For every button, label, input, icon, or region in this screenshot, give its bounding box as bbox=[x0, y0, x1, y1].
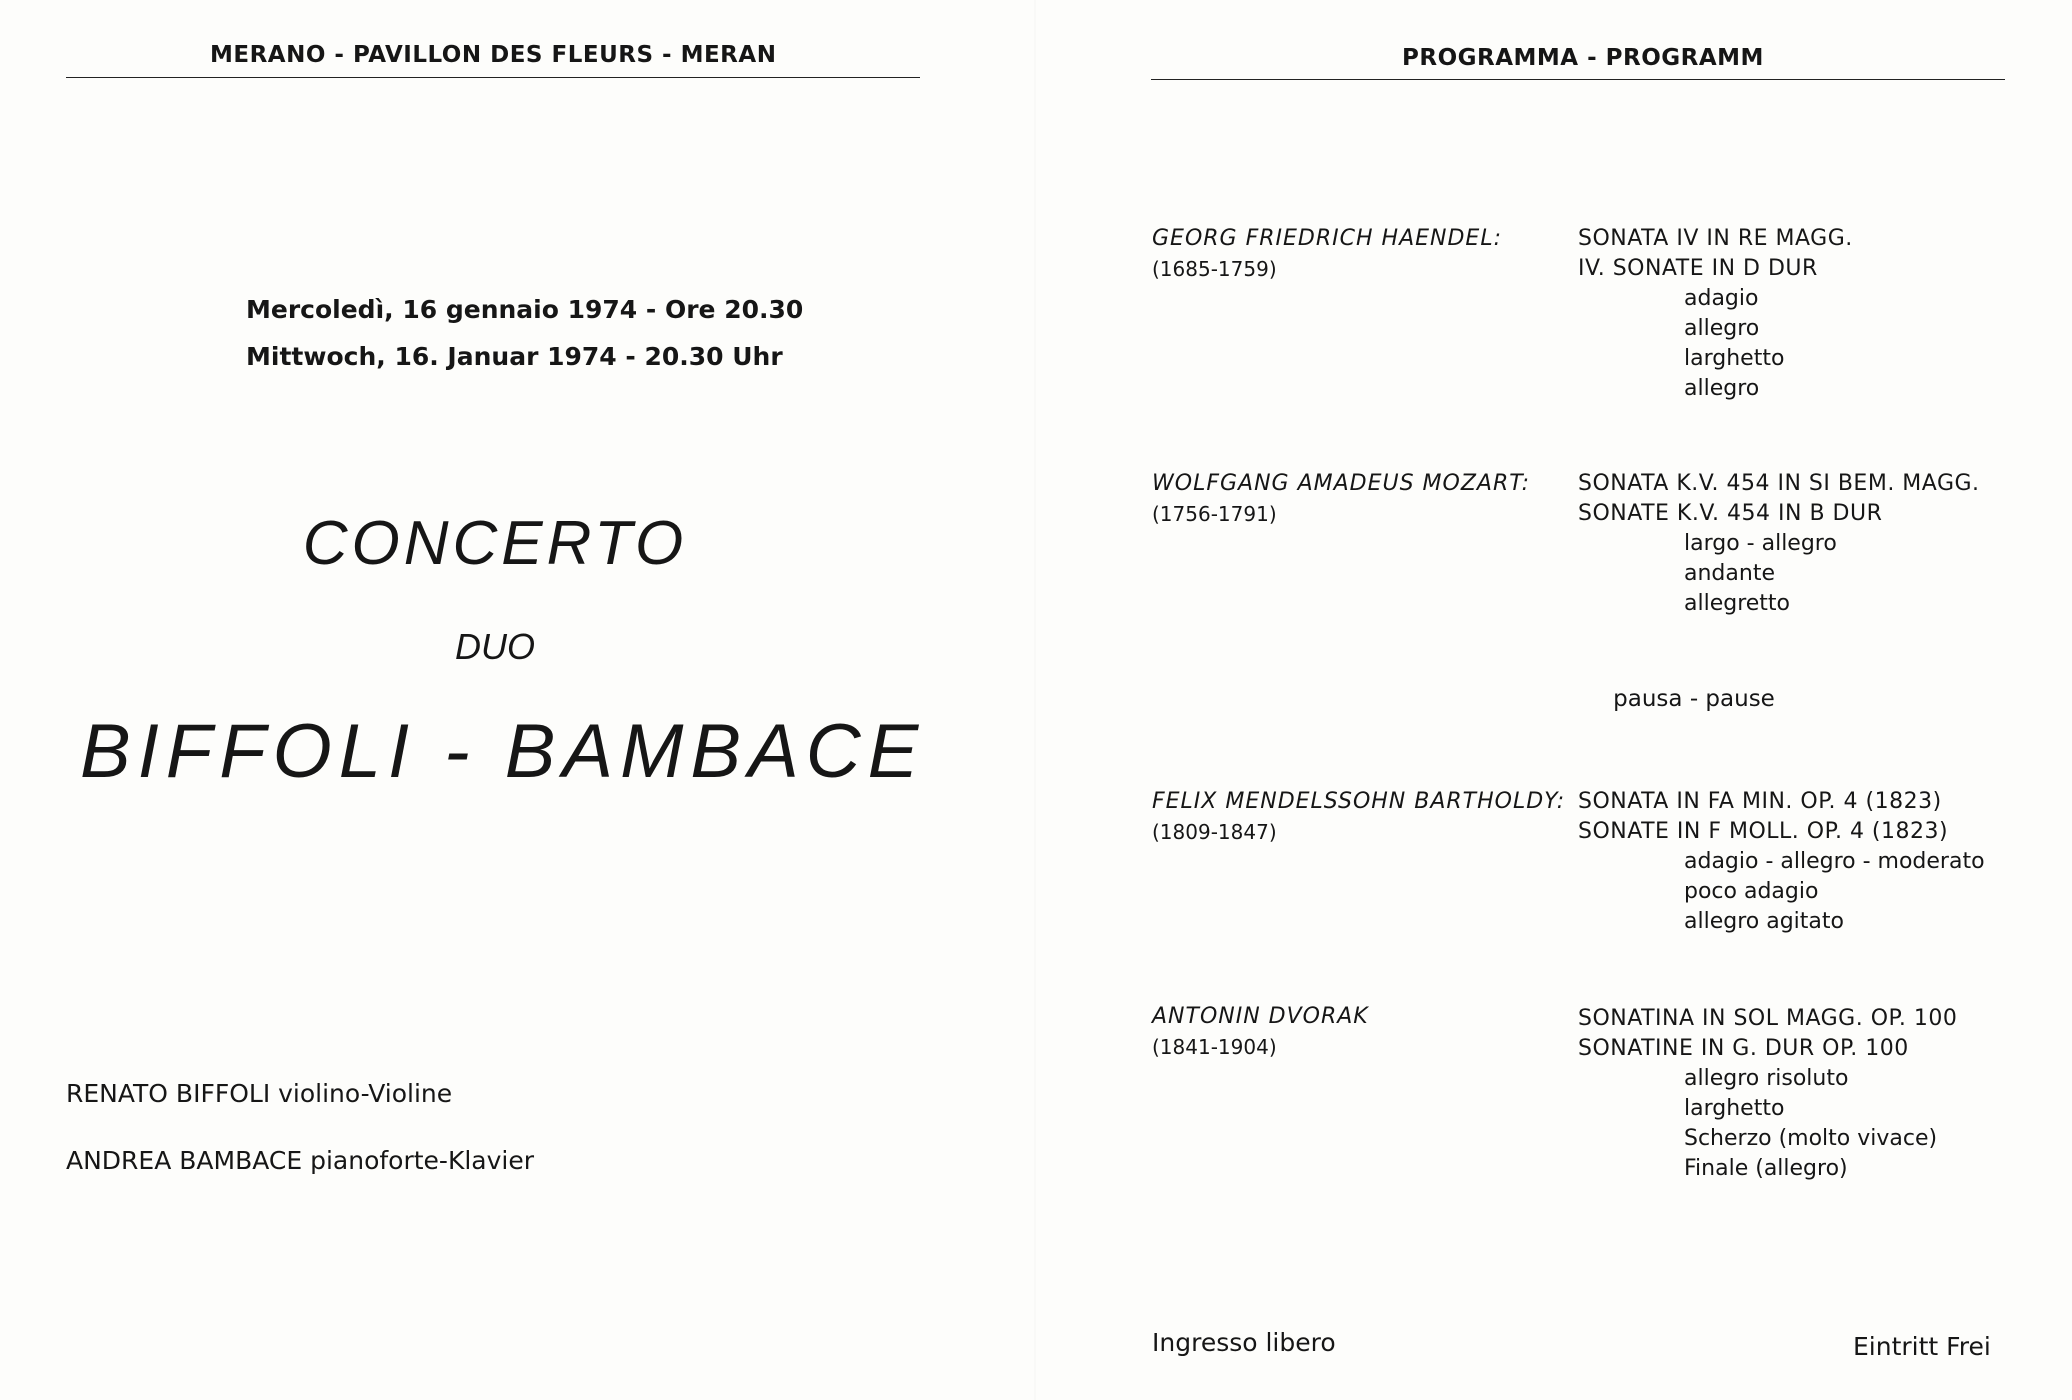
work-title-german: IV. SONATE IN D DUR bbox=[1578, 256, 1818, 281]
right-page bbox=[1036, 0, 2072, 1400]
footer-admission-italian: Ingresso libero bbox=[1152, 1328, 1336, 1357]
movement: adagio bbox=[1684, 286, 1759, 311]
work-title-german: SONATINE IN G. DUR OP. 100 bbox=[1578, 1036, 1909, 1061]
header-rule bbox=[66, 77, 920, 78]
movement: larghetto bbox=[1684, 1096, 1785, 1121]
program-header: PROGRAMMA - PROGRAMM bbox=[1402, 45, 1764, 71]
composer-dates: (1841-1904) bbox=[1152, 1035, 1277, 1059]
movement: Scherzo (molto vivace) bbox=[1684, 1126, 1938, 1151]
work-title-italian: SONATA IV IN RE MAGG. bbox=[1578, 226, 1853, 251]
work-title-italian: SONATINA IN SOL MAGG. OP. 100 bbox=[1578, 1006, 1958, 1031]
performer-violin: RENATO BIFFOLI violino-Violine bbox=[66, 1079, 453, 1108]
movement: poco adagio bbox=[1684, 879, 1819, 904]
composer-dates: (1685-1759) bbox=[1152, 257, 1277, 281]
composer-block bbox=[1152, 224, 1502, 284]
performer-piano: ANDREA BAMBACE pianoforte-Klavier bbox=[66, 1146, 535, 1175]
composer-name: FELIX MENDELSSOHN BARTHOLDY: bbox=[1152, 789, 1566, 814]
movement: allegro agitato bbox=[1684, 909, 1844, 934]
intermission: pausa - pause bbox=[1613, 686, 1775, 712]
composer-name: GEORG FRIEDRICH HAENDEL: bbox=[1152, 226, 1502, 251]
composer-name: WOLFGANG AMADEUS MOZART: bbox=[1152, 471, 1531, 496]
movement: allegretto bbox=[1684, 591, 1791, 616]
movement: Finale (allegro) bbox=[1684, 1156, 1848, 1181]
composer-dates: (1756-1791) bbox=[1152, 502, 1277, 526]
composer-name: ANTONIN DVORAK bbox=[1152, 1004, 1369, 1029]
duo-subtitle: DUO bbox=[455, 626, 535, 667]
work-title-italian: SONATA IN FA MIN. OP. 4 (1823) bbox=[1578, 789, 1942, 814]
work-block bbox=[1578, 787, 1985, 937]
composer-block bbox=[1152, 469, 1530, 529]
date-german: Mittwoch, 16. Januar 1974 - 20.30 Uhr bbox=[246, 342, 783, 371]
movement: allegro bbox=[1684, 376, 1760, 401]
movement: largo - allegro bbox=[1684, 531, 1837, 556]
venue-header: MERANO - PAVILLON DES FLEURS - MERAN bbox=[210, 42, 777, 68]
work-title-german: SONATE IN F MOLL. OP. 4 (1823) bbox=[1578, 819, 1949, 844]
movement: allegro risoluto bbox=[1684, 1066, 1849, 1091]
date-italian: Mercoledì, 16 gennaio 1974 - Ore 20.30 bbox=[246, 295, 804, 324]
header-rule bbox=[1151, 79, 2005, 80]
composer-block bbox=[1152, 1002, 1369, 1062]
movement: adagio - allegro - moderato bbox=[1684, 849, 1985, 874]
work-block bbox=[1578, 224, 1853, 404]
movement: allegro bbox=[1684, 316, 1760, 341]
duo-names: BIFFOLI - BAMBACE bbox=[80, 709, 926, 794]
movement: larghetto bbox=[1684, 346, 1785, 371]
work-block bbox=[1578, 469, 1980, 619]
work-title-german: SONATE K.V. 454 IN B DUR bbox=[1578, 501, 1883, 526]
concert-title: CONCERTO bbox=[302, 509, 688, 578]
work-title-italian: SONATA K.V. 454 IN SI BEM. MAGG. bbox=[1578, 471, 1980, 496]
movement: andante bbox=[1684, 561, 1775, 586]
footer-admission-german: Eintritt Frei bbox=[1853, 1332, 1991, 1361]
work-block bbox=[1578, 1004, 1957, 1184]
composer-dates: (1809-1847) bbox=[1152, 820, 1277, 844]
composer-block bbox=[1152, 787, 1565, 847]
